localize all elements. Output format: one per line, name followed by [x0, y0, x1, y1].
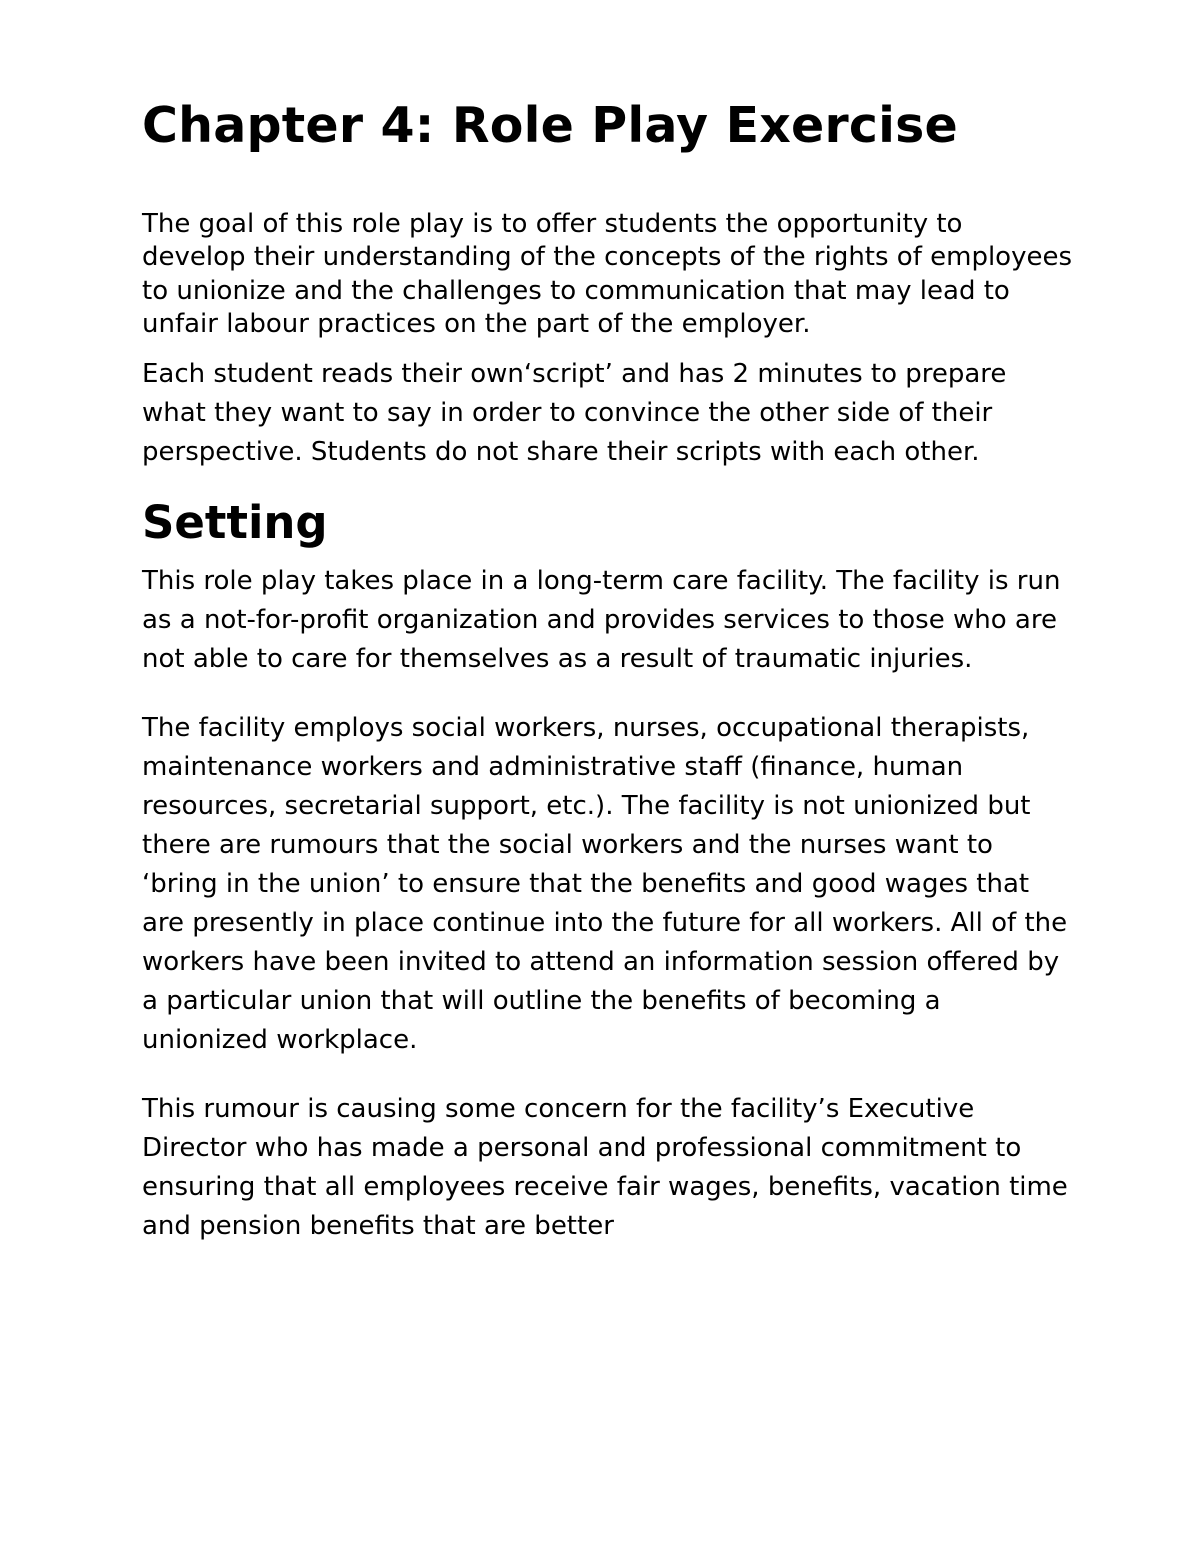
intro-paragraph: The goal of this role play is to offer students the opportunity to develop their understanding of the concepts of the rights of employees to unionize and the challenges to communication that may lead to unfair labour practices on the part of the employer. [142, 209, 1073, 340]
setting-paragraph: This role play takes place in a long-term care facility. The facility is run as a not-for-profit organization and provides services to those who are not able to care for themselves as a result of traumatic injuries. [142, 565, 1061, 674]
instructions-paragraph: Each student reads their own‘script’ and has 2 minutes to prepare what they want to say in order to convince the other side of their perspective. Students do not share their scripts with each other. [142, 358, 1007, 467]
setting-paragraph: The facility employs social workers, nurses, occupational therapists, maintenance workers and administrative staff (finance, human resources, secretarial support, etc.). The facility is not unionized but there are rumours that the social workers and the nurses want to ‘bring in the union’ to ensure that the benefits and good wages that are presently in place continue into the future for all workers. All of the workers have been invited to attend an information session offered by a particular union that will outline the benefits of becoming a unionized workplace. [142, 712, 1068, 1055]
setting-heading: Setting [142, 495, 328, 549]
setting-paragraph: This rumour is causing some concern for the facility’s Executive Director who has made a personal and professional commitment to ensuring that all employees receive fair wages, benefits, vacation time and pension benefits that are better [142, 1093, 1068, 1241]
document-page [142, 96, 1072, 1246]
page-title: Chapter 4: Role Play Exercise [142, 97, 958, 154]
